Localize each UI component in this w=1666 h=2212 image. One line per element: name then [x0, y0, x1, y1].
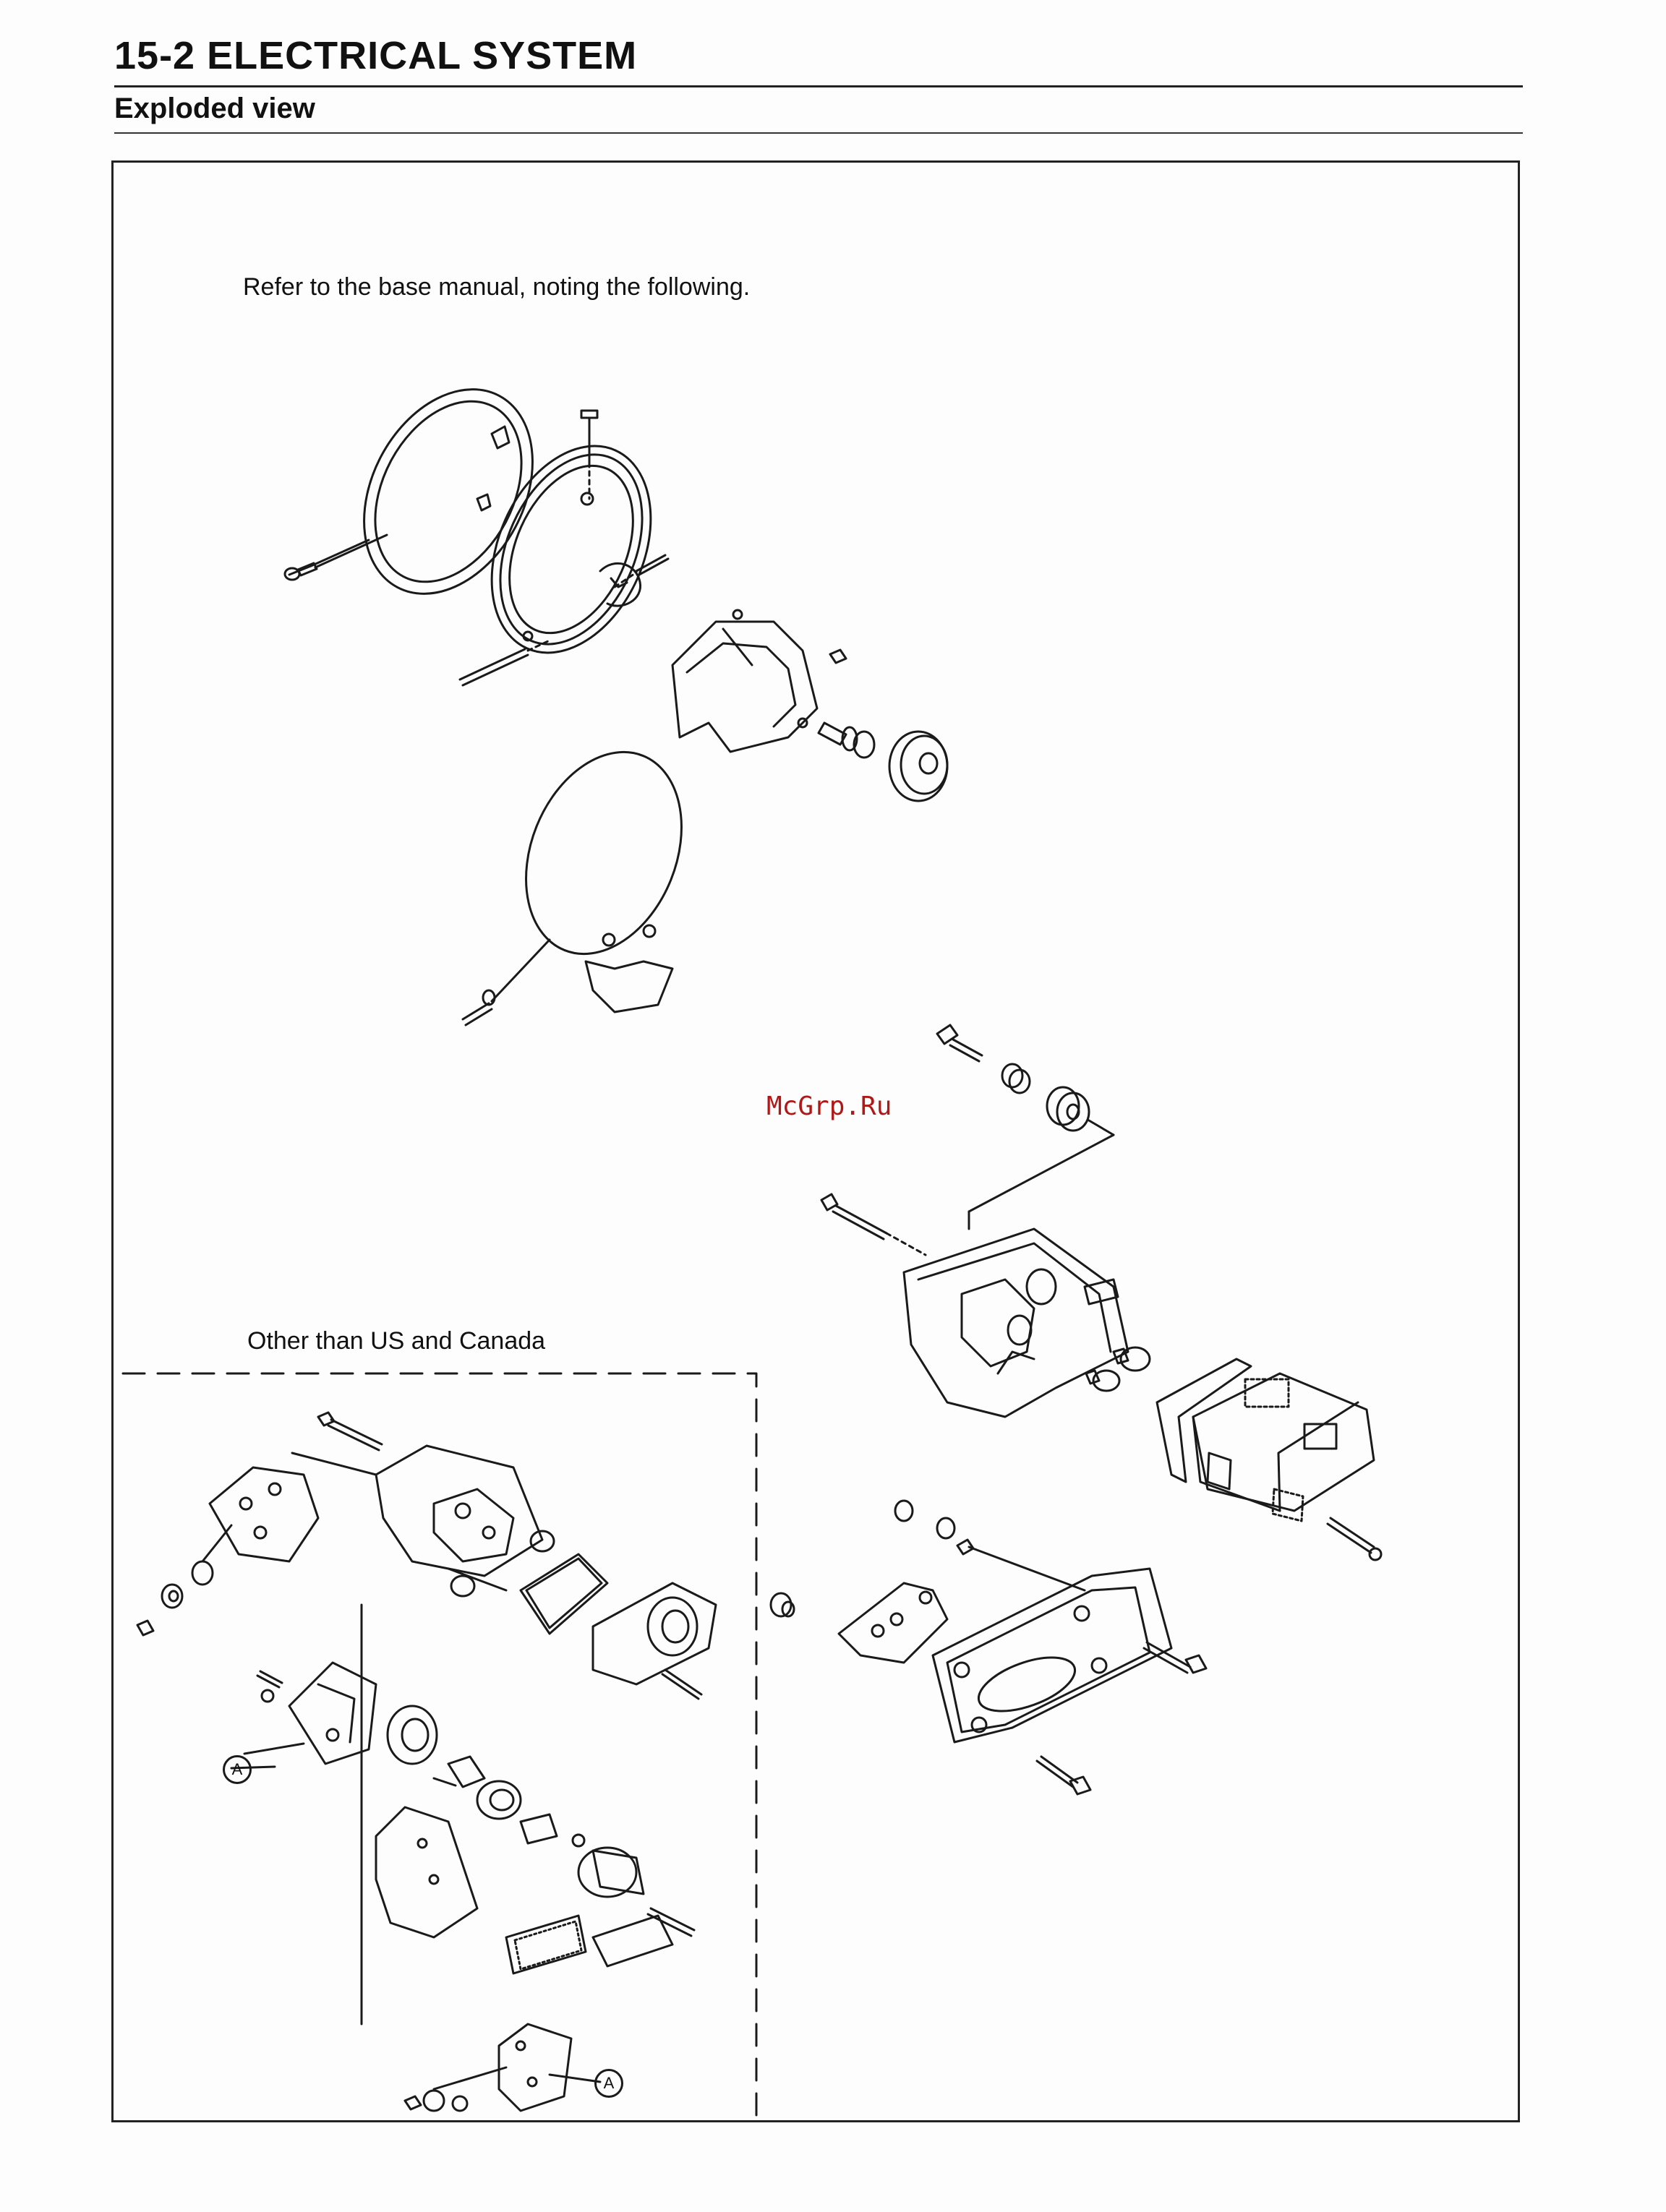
- callout-a-lower-label: A: [603, 2074, 615, 2092]
- washer-left: [771, 1593, 794, 1616]
- alt-mount-plate: [499, 2024, 571, 2111]
- long-bolt: [821, 1194, 926, 1255]
- bolt-mid: [957, 1540, 1085, 1590]
- alt-bulb-2: [451, 1576, 474, 1596]
- lens-screw: [1328, 1518, 1381, 1560]
- bolt-top: [937, 1025, 982, 1061]
- headlight-cover: [497, 729, 710, 1012]
- alt-license-lamp: [578, 1848, 644, 1897]
- cover-screw: [463, 940, 550, 1025]
- alt-lens-gasket: [521, 1554, 607, 1634]
- alt-lens-cover: [593, 1916, 672, 1966]
- collar: [1002, 1064, 1030, 1093]
- alt-reflector: [506, 1916, 586, 1973]
- alt-bulb-holder: [434, 1757, 484, 1787]
- headlight-bracket: [672, 610, 817, 752]
- page-title: 15-2 ELECTRICAL SYSTEM: [114, 34, 638, 77]
- small-nut: [830, 650, 846, 663]
- callout-a-lower: [594, 2069, 623, 2098]
- alt-bottom-washer-b: [453, 2096, 467, 2111]
- alt-washer-c: [262, 1690, 273, 1702]
- alt-bulb-1: [531, 1531, 554, 1551]
- alt-bolt-top: [318, 1412, 382, 1450]
- alt-rear-bracket: [289, 1663, 376, 1764]
- alt-washer-d: [573, 1835, 584, 1846]
- bolt-lower: [1037, 1757, 1090, 1794]
- tail-lens: [1193, 1373, 1374, 1521]
- bulb-socket-cap: [889, 732, 947, 801]
- alt-tail-lens: [593, 1583, 716, 1684]
- alt-socket: [388, 1706, 437, 1764]
- tail-bulb-2: [1086, 1371, 1119, 1391]
- alt-washer-b: [162, 1585, 182, 1608]
- headlight-rim: [330, 360, 566, 622]
- alt-tail-housing: [376, 1446, 542, 1576]
- grommet: [1047, 1087, 1089, 1131]
- alt-bottom-washer-a: [424, 2091, 444, 2111]
- watermark: McGrp.Ru: [766, 1092, 892, 1121]
- alt-lamp-socket: [477, 1781, 521, 1819]
- tail-bulb-1: [1114, 1347, 1150, 1371]
- alt-screw-a: [257, 1671, 282, 1687]
- section-heading: Exploded view: [114, 93, 315, 124]
- license-plate-bracket: [933, 1569, 1171, 1742]
- region-label: Other than US and Canada: [247, 1327, 546, 1355]
- alt-base-plate: [210, 1467, 318, 1561]
- alt-nut: [137, 1621, 153, 1635]
- washer-top-b: [937, 1518, 954, 1538]
- headlight-unit: [461, 421, 682, 677]
- license-bracket: [839, 1583, 947, 1663]
- washer-top-a: [895, 1501, 913, 1521]
- tail-light-housing: [904, 1229, 1128, 1417]
- alt-washer-a: [192, 1561, 213, 1585]
- alt-clip: [521, 1814, 557, 1843]
- alt-bottom-nut: [405, 2096, 421, 2109]
- long-screw: [460, 640, 550, 685]
- lens-gasket: [1157, 1359, 1251, 1482]
- callout-a-upper: [223, 1755, 252, 1784]
- bulb: [819, 723, 874, 758]
- callout-a-upper-label: A: [231, 1760, 243, 1778]
- alt-license-bracket: [376, 1807, 477, 1937]
- alt-lens-screw: [662, 1670, 701, 1699]
- figure-note: Refer to the base manual, noting the following.: [243, 273, 751, 301]
- alt-lamp-screw: [648, 1908, 694, 1936]
